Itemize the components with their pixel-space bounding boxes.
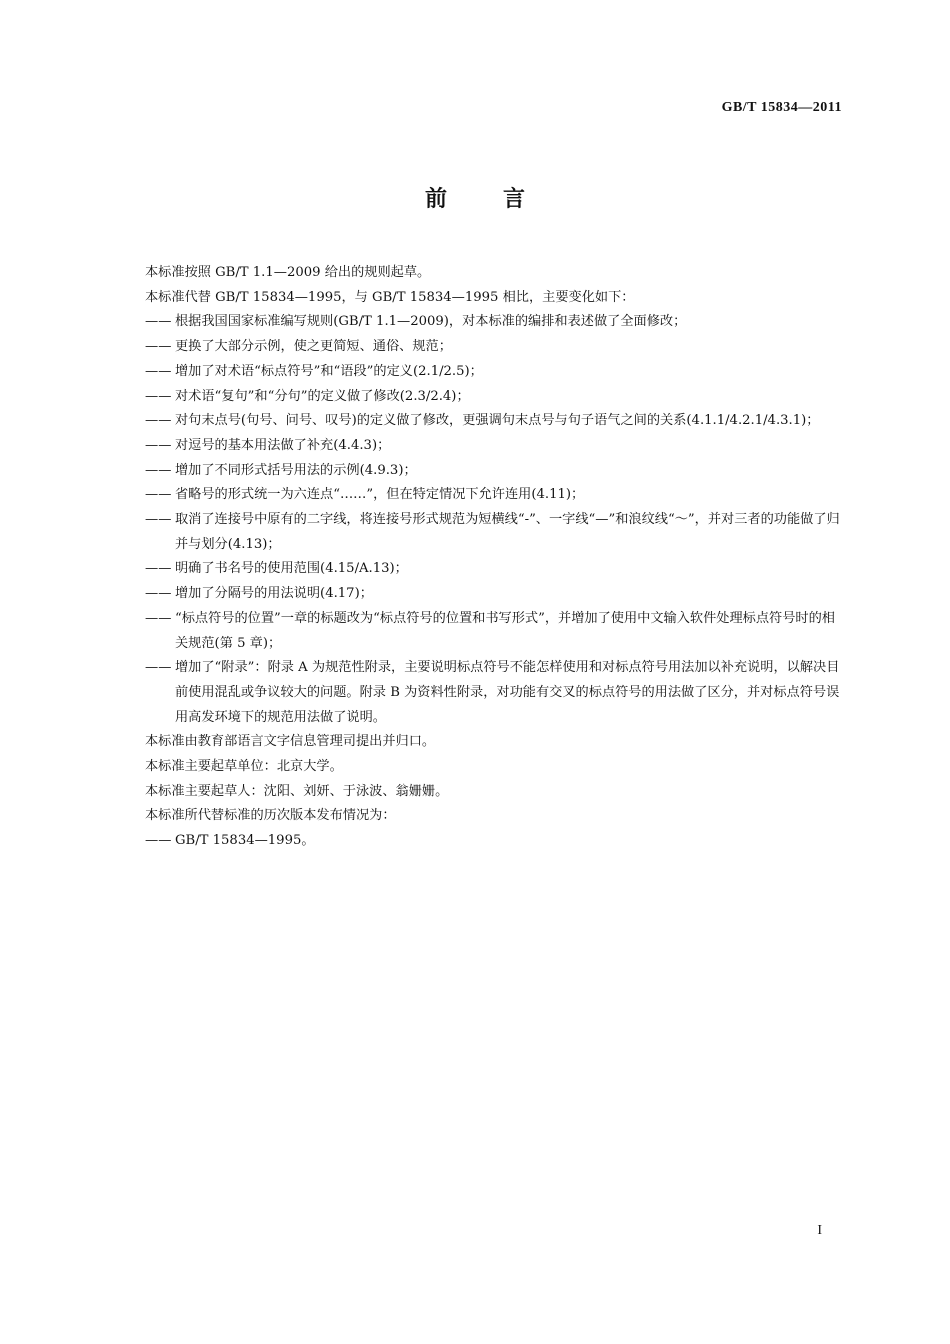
history-item: —— GB/T 15834—1995。 (145, 829, 843, 854)
change-item: —— 根据我国国家标准编写规则(GB/T 1.1—2009)，对本标准的编排和表述做了全面修改； (145, 310, 843, 335)
dash-mark: —— (145, 487, 172, 503)
document-body (145, 261, 843, 854)
dash-mark: —— (145, 437, 172, 453)
change-item: —— 更换了大部分示例，使之更简短、通俗、规范； (145, 335, 843, 360)
change-item: —— 省略号的形式统一为六连点“……”，但在特定情况下允许连用(4.11)； (145, 483, 843, 508)
dash-mark: —— (145, 462, 172, 478)
page-number: I (817, 1223, 822, 1238)
dash-mark: —— (145, 314, 172, 330)
dash-mark: —— (145, 833, 172, 849)
page-title: 前言 (424, 187, 581, 212)
paragraph: 本标准主要起草单位：北京大学。 (145, 759, 343, 775)
dash-mark: —— (145, 363, 172, 379)
dash-mark: —— (145, 388, 172, 404)
change-item: —— 对术语“复句”和“分句”的定义做了修改(2.3/2.4)； (145, 385, 843, 410)
dash-mark: —— (145, 512, 172, 528)
dash-mark: —— (145, 339, 172, 355)
change-item: —— 明确了书名号的使用范围(4.15/A.13)； (145, 557, 843, 582)
paragraph: 本标准由教育部语言文字信息管理司提出并归口。 (145, 734, 436, 750)
change-item: —— 增加了“附录”：附录 A 为规范性附录，主要说明标点符号不能怎样使用和对标点符号用法加以补充说明，以解决目前使用混乱或争议较大的问题。附录 B 为资料性附录，对功能有交叉的标点符号的用法做了区分，并对标点符号误用高发环境下的规范用法做了说明。 (145, 656, 843, 730)
paragraph: 本标准按照 GB/T 1.1—2009 给出的规则起草。 (145, 265, 431, 280)
change-item: —— 增加了对术语“标点符号”和“语段”的定义(2.1/2.5)； (145, 360, 843, 385)
change-item: —— 对句末点号(句号、问号、叹号)的定义做了修改，更强调句末点号与句子语气之间的关系(4.1.1/4.2.1/4.3.1)； (145, 409, 843, 434)
dash-mark: —— (145, 586, 172, 602)
change-item: —— “标点符号的位置”一章的标题改为“标点符号的位置和书写形式”，并增加了使用中文输入软件处理标点符号时的相关规范(第 5 章)； (145, 607, 843, 656)
paragraph: 本标准主要起草人：沈阳、刘妍、于泳波、翁姗姗。 (145, 783, 449, 799)
dash-mark: —— (145, 660, 172, 676)
change-item: —— 增加了不同形式括号用法的示例(4.9.3)； (145, 459, 843, 484)
paragraph: 本标准代替 GB/T 15834—1995，与 GB/T 15834—1995 相比，主要变化如下： (145, 289, 635, 305)
change-item: —— 增加了分隔号的用法说明(4.17)； (145, 582, 843, 607)
paragraph: 本标准所代替标准的历次版本发布情况为： (145, 808, 396, 824)
dash-mark: —— (145, 610, 172, 626)
change-item: —— 对逗号的基本用法做了补充(4.4.3)； (145, 434, 843, 459)
standard-code: GB/T 15834—2011 (721, 100, 842, 115)
change-item: —— 取消了连接号中原有的二字线，将连接号形式规范为短横线“-”、一字线“—”和浪纹线“～”，并对三者的功能做了归并与划分(4.13)； (145, 508, 843, 557)
dash-mark: —— (145, 561, 172, 577)
dash-mark: —— (145, 413, 172, 429)
